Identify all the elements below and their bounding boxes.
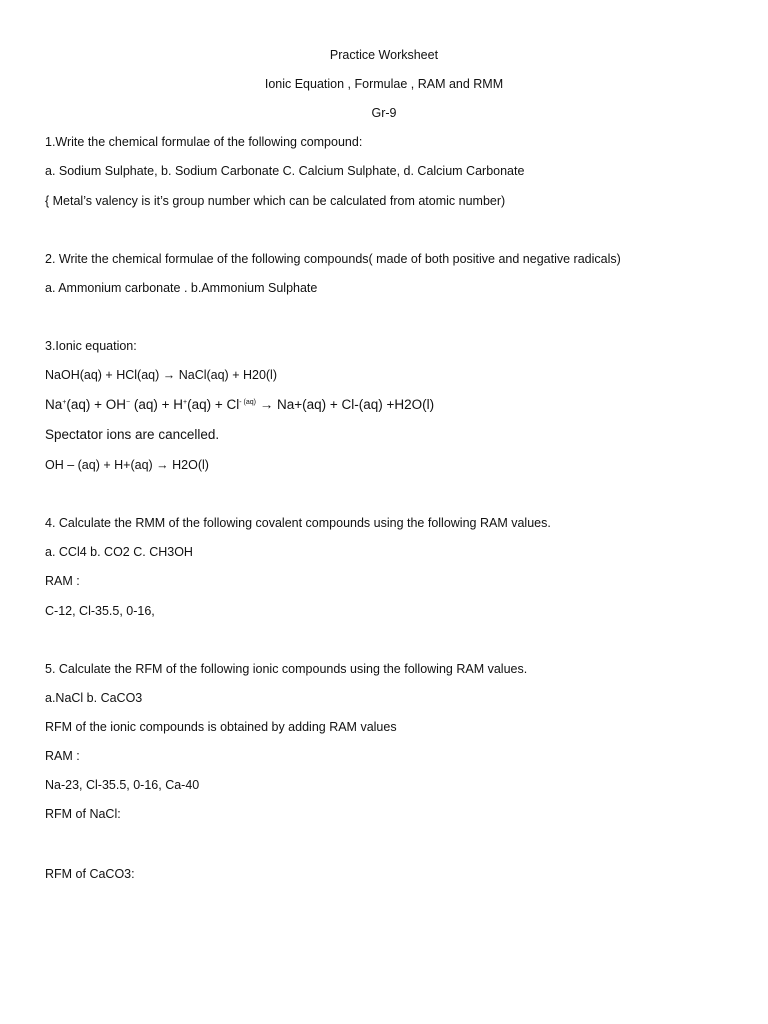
ionic-equation-ions <box>45 397 434 413</box>
question-1-items: a. Sodium Sulphate, b. Sodium Carbonate C. Calcium Sulphate, d. Calcium Carbonate <box>45 164 525 178</box>
question-2-items: a. Ammonium carbonate . b.Ammonium Sulphate <box>45 281 318 295</box>
question-5-note: RFM of the ionic compounds is obtained by adding RAM values <box>45 720 397 734</box>
question-2-prompt: 2. Write the chemical formulae of the following compounds( made of both positive and negative radicals) <box>45 252 621 266</box>
hydroxide-charge: − <box>126 399 131 406</box>
worksheet-title: Practice Worksheet <box>329 48 439 62</box>
equation-segment: → Na+(aq) + Cl-(aq) +H2O(l) <box>256 397 435 412</box>
question-5-ram-label: RAM : <box>45 749 80 763</box>
question-5-prompt: 5. Calculate the RFM of the following ionic compounds using the following RAM values. <box>45 662 528 676</box>
equation-segment: (aq) + OH <box>66 397 127 412</box>
hydrogen-charge: + <box>183 399 188 406</box>
equation-segment: (aq) + Cl <box>187 397 240 412</box>
answer-caco3-label: RFM of CaCO3: <box>45 867 135 881</box>
equation-segment: (aq) + H <box>130 397 184 412</box>
sodium-ion: Na <box>45 397 63 412</box>
grade-label: Gr-9 <box>371 106 397 120</box>
question-4-prompt: 4. Calculate the RMM of the following covalent compounds using the following RAM values. <box>45 516 551 530</box>
answer-nacl-label: RFM of NaCl: <box>45 807 121 821</box>
ionic-equation-full: NaOH(aq) + HCl(aq) → NaCl(aq) + H20(l) <box>45 368 278 382</box>
question-5-ram-values: Na-23, Cl-35.5, 0-16, Ca-40 <box>45 778 200 792</box>
sodium-charge: + <box>62 399 67 406</box>
question-4-items: a. CCl4 b. CO2 C. CH3OH <box>45 545 193 559</box>
net-ionic-equation: OH – (aq) + H+(aq) → H2O(l) <box>45 458 209 472</box>
question-5-items: a.NaCl b. CaCO3 <box>45 691 143 705</box>
question-3-heading: 3.Ionic equation: <box>45 339 137 353</box>
chloride-charge: - (aq) <box>239 399 256 406</box>
worksheet-subtitle: Ionic Equation , Formulae , RAM and RMM <box>264 77 504 91</box>
question-4-ram-label: RAM : <box>45 574 80 588</box>
spectator-ions-note: Spectator ions are cancelled. <box>45 427 220 442</box>
question-1-prompt: 1.Write the chemical formulae of the following compound: <box>45 135 363 149</box>
question-1-note: { Metal’s valency is it’s group number which can be calculated from atomic number) <box>45 194 506 208</box>
question-4-ram-values: C-12, Cl-35.5, 0-16, <box>45 604 155 618</box>
